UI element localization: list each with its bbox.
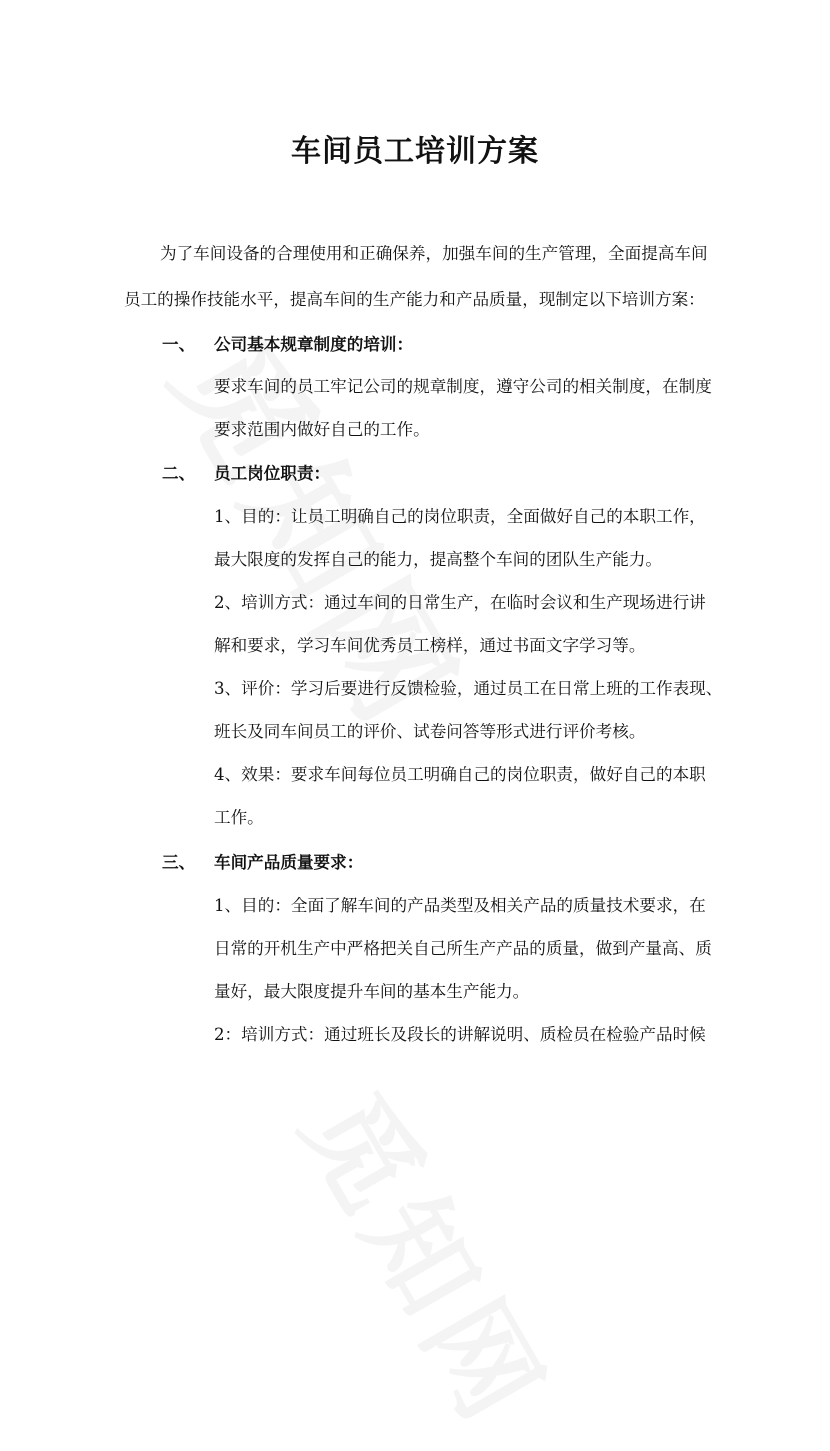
section-2-number: 二、 [162,463,196,483]
section-2-heading [162,461,330,485]
section-1-line-1: 要求车间的员工牢记公司的规章制度，遵守公司的相关制度，在制度 [214,377,712,396]
section-2-line-7: 4、效果：要求车间每位员工明确自己的岗位职责，做好自己的本职 [214,765,706,784]
section-2-line-8: 工作。 [214,808,264,827]
section-3-line-3: 量好，最大限度提升车间的基本生产能力。 [214,982,530,1001]
intro-line-1: 为了车间设备的合理使用和正确保养，加强车间的生产管理，全面提高车间 [160,244,708,263]
section-3-title: 车间产品质量要求： [214,852,364,872]
section-2-line-2: 最大限度的发挥自己的能力，提高整个车间的团队生产能力。 [214,550,663,569]
section-2-line-3: 2、培训方式：通过车间的日常生产，在临时会议和生产现场进行讲 [214,593,706,612]
section-1-line-2: 要求范围内做好自己的工作。 [214,420,430,439]
section-2-line-1: 1、目的：让员工明确自己的岗位职责，全面做好自己的本职工作， [214,507,706,526]
section-2-line-6: 班长及同车间员工的评价、试卷问答等形式进行评价考核。 [214,722,646,741]
section-2-title: 员工岗位职责： [214,463,331,483]
section-3-number: 三、 [162,852,196,872]
section-1-title: 公司基本规章制度的培训： [214,334,414,354]
section-1-heading [162,332,413,356]
intro-line-2: 员工的操作技能水平，提高车间的生产能力和产品质量，现制定以下培训方案： [124,290,705,309]
section-1-number: 一、 [162,334,196,354]
section-3-line-2: 日常的开机生产中严格把关自己所生产产品的质量，做到产量高、质 [214,939,712,958]
section-3-line-1: 1、目的：全面了解车间的产品类型及相关产品的质量技术要求，在 [214,896,706,915]
section-2-line-4: 解和要求，学习车间优秀员工榜样，通过书面文字学习等。 [214,636,646,655]
watermark-lower [273,1060,590,1451]
document-title: 车间员工培训方案 [291,134,539,169]
section-2-line-5: 3、评价：学习后要进行反馈检验，通过员工在日常上班的工作表现、 [214,679,723,698]
section-3-line-4: 2：培训方式：通过班长及段长的讲解说明、质检员在检验产品时候 [214,1025,706,1044]
section-3-heading [162,850,363,874]
